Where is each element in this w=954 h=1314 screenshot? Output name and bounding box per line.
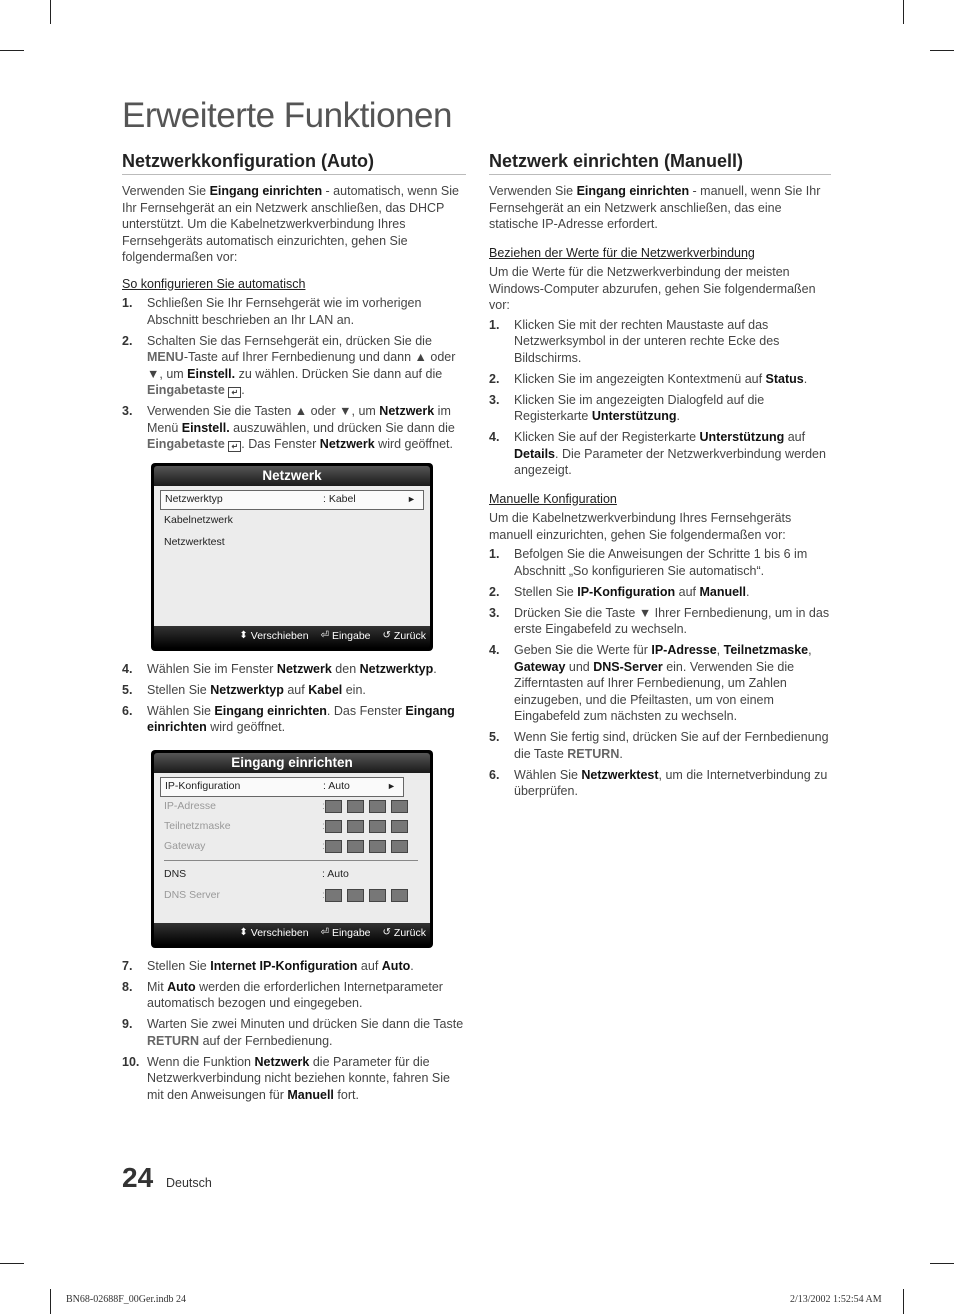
text: Stellen Sie	[147, 682, 211, 697]
ip-fields	[322, 798, 420, 815]
text: Wählen Sie im Fenster	[147, 661, 277, 676]
step-text	[514, 429, 831, 479]
step-text	[514, 767, 831, 800]
osd-label: Teilnetzmaske	[164, 820, 231, 833]
step-text: Drücken Sie die Taste ▼ Ihrer Fernbedienung, um in das erste Eingabefeld zu wechseln.	[514, 605, 830, 636]
octet-field	[325, 840, 342, 853]
step-text: Klicken Sie mit der rechten Maustaste auf das Netzwerksymbol in der unteren rechte Ecke des Bildschirms.	[514, 317, 780, 365]
text: ein. Verwenden Sie die Zifferntasten auf Ihrer Fernbedienung, um Zahlen einzugeben, und die Pfeiltasten, um von einem Eingabefeld zum nächsten zu wechseln.	[514, 659, 795, 723]
step-number: 4.	[489, 430, 500, 444]
text: , um die Internetverbindung zu überprüfen.	[514, 767, 828, 798]
step-text	[147, 703, 466, 736]
step-text: Befolgen Sie die Anweisungen der Schritte 1 bis 6 im Abschnitt „So konfigurieren Sie automatisch“.	[514, 547, 808, 578]
octet-field	[347, 800, 364, 813]
octet-field	[325, 820, 342, 833]
crop-mark	[930, 1263, 954, 1264]
crop-mark	[50, 1289, 51, 1314]
text: fort.	[333, 1087, 359, 1102]
section-title-manual: Netzwerk einrichten (Manuell)	[489, 150, 831, 175]
text: Verwenden Sie die Tasten ▲ oder ▼, um	[147, 404, 380, 418]
step-number: 7.	[122, 958, 133, 973]
step-text	[147, 403, 466, 453]
step-text	[514, 371, 831, 388]
text: Wählen Sie	[514, 767, 582, 782]
key-name: Eingabetaste	[147, 383, 225, 397]
text: auszuwählen, und drücken Sie dann die	[229, 420, 455, 435]
crop-mark	[0, 1263, 24, 1264]
list-item	[489, 605, 831, 638]
text: wird geöffnet.	[374, 437, 453, 451]
text: Verwenden Sie	[122, 184, 210, 198]
text: im Menü	[147, 404, 451, 435]
osd-label: Netzwerktest	[164, 536, 225, 549]
colon: :	[322, 840, 325, 853]
text: - automatisch, wenn Sie Ihr Fernsehgerät an ein Netzwerk anschließen, das DHCP unterstützt. Um die Kabelnetzwerkverbindung Ihres Fernsehgeräts automatisch einzurichten, gehen Sie folgendermaßen vor:	[122, 184, 459, 264]
text: und	[565, 659, 594, 674]
bold-text: Einstell.	[181, 420, 230, 435]
step-text	[147, 979, 466, 1012]
text: auf	[283, 682, 309, 697]
octet-field	[391, 840, 408, 853]
left-column	[122, 150, 466, 1108]
crop-mark	[903, 0, 904, 24]
osd-body	[154, 773, 430, 923]
text: .	[676, 409, 681, 423]
step-number: 6.	[122, 703, 133, 718]
hint-label: Verschieben	[250, 630, 309, 643]
list-item	[122, 333, 466, 399]
step-number: 6.	[489, 767, 500, 782]
step-text	[514, 642, 831, 725]
up-down-icon: ⬍	[239, 927, 248, 939]
text: den	[331, 661, 360, 676]
hint-label: Zurück	[393, 927, 426, 940]
bold-text: Eingang einrichten	[147, 703, 455, 734]
step-number: 1.	[489, 317, 500, 332]
enter-key-icon: ↵	[228, 441, 241, 452]
text: zu wählen. Drücken Sie dann auf die	[235, 366, 443, 381]
text: .	[746, 584, 750, 599]
text: Mit	[147, 979, 168, 994]
octet-field	[347, 840, 364, 853]
osd-row-ip-adresse	[160, 797, 424, 817]
bold-text: Einstell.	[187, 366, 236, 381]
colon: :	[322, 800, 325, 813]
list-item	[122, 1016, 466, 1049]
bold-text: Manuell	[699, 584, 747, 599]
key-name: Eingabetaste	[147, 437, 225, 451]
osd-footer	[154, 626, 430, 648]
octet-field	[391, 800, 408, 813]
bold-text: Gateway	[514, 659, 566, 674]
osd-footer	[154, 923, 430, 945]
step-text	[147, 958, 466, 975]
step-text	[147, 682, 466, 699]
osd-title: Netzwerk	[154, 466, 430, 486]
arrow-right-icon: ►	[407, 494, 416, 505]
text: .	[410, 958, 414, 973]
text: Klicken Sie im angezeigten Dialogfeld auf die Registerkarte	[514, 392, 765, 423]
key-name: MENU	[147, 350, 184, 364]
list-item	[489, 584, 831, 601]
osd-row-netzwerktyp[interactable]	[160, 490, 424, 510]
move-hint	[239, 628, 308, 645]
hint-label: Zurück	[393, 630, 426, 643]
step-number: 1.	[489, 547, 500, 561]
osd-label: IP-Adresse	[164, 800, 216, 813]
osd-row-teilnetzmaske	[160, 817, 424, 837]
octet-field	[369, 800, 386, 813]
bold-text: IP-Konfiguration	[577, 584, 676, 599]
enter-key-icon: ↵	[228, 387, 241, 398]
imprint-file: BN68-02688F_00Ger.indb 24	[66, 1294, 186, 1305]
step-text	[147, 333, 466, 399]
bold-text: Netzwerktyp	[359, 661, 434, 676]
right-column	[489, 150, 831, 804]
back-hint	[383, 925, 426, 942]
list-item	[122, 661, 466, 678]
osd-title: Eingang einrichten	[154, 753, 430, 773]
octet-field	[391, 820, 408, 833]
intro-paragraph	[489, 183, 831, 233]
step-text	[147, 661, 466, 678]
bold-text: Netzwerktest	[581, 767, 659, 782]
colon: :	[322, 889, 325, 902]
list-item	[122, 682, 466, 699]
page-number: 24	[122, 1162, 154, 1193]
text: Stellen Sie	[147, 958, 211, 973]
step-list	[122, 295, 466, 453]
bold-text: Auto	[167, 979, 196, 994]
step-text	[147, 1016, 466, 1049]
osd-row-dns-server	[160, 886, 424, 906]
enter-icon: ⏎	[320, 927, 329, 939]
page-language: Deutsch	[166, 1176, 212, 1190]
text: .	[803, 371, 808, 386]
hint-label: Verschieben	[250, 927, 309, 940]
step-number: 2.	[489, 584, 500, 599]
osd-netzwerk-panel	[151, 463, 433, 651]
text: auf	[675, 584, 700, 599]
step-number: 2.	[122, 333, 133, 348]
text: ein.	[342, 682, 366, 697]
bold-text: Auto	[381, 958, 411, 973]
osd-label: Kabelnetzwerk	[164, 514, 233, 527]
list-item	[122, 703, 466, 736]
text: .	[433, 661, 437, 676]
step-number: 2.	[489, 371, 500, 386]
step-list	[122, 661, 466, 736]
osd-row-ip-konfiguration[interactable]	[160, 777, 404, 797]
bold-text: Eingang einrichten	[209, 184, 323, 198]
key-name: RETURN	[147, 1033, 200, 1048]
osd-row-netzwerktest[interactable]	[160, 532, 424, 554]
hint-label: Eingabe	[331, 927, 371, 940]
list-item	[122, 979, 466, 1012]
octet-field	[369, 820, 386, 833]
ip-fields	[322, 818, 420, 835]
crop-mark	[50, 0, 51, 24]
step-number: 5.	[489, 730, 500, 744]
bold-text: Internet IP-Konfiguration	[210, 958, 358, 973]
osd-row-gateway	[160, 837, 424, 857]
list-item	[489, 546, 831, 579]
text: Geben Sie die Werte für	[514, 643, 652, 657]
enter-hint	[321, 925, 371, 942]
step-number: 1.	[122, 296, 133, 310]
text: . Das Fenster	[326, 703, 406, 718]
colon: :	[322, 820, 325, 833]
bold-text: Teilnetzmaske	[723, 643, 809, 657]
step-list	[122, 958, 466, 1104]
list-item	[489, 729, 831, 762]
osd-value: : Kabel	[323, 493, 356, 506]
osd-label: DNS	[164, 868, 187, 881]
crop-mark	[903, 1289, 904, 1314]
octet-field	[325, 800, 342, 813]
subsection-title: Beziehen der Werte für die Netzwerkverbindung	[489, 245, 755, 260]
bold-text: Unterstützung	[699, 430, 785, 444]
list-item	[122, 958, 466, 975]
bold-text: Status	[765, 371, 804, 386]
bold-text: Netzwerktyp	[210, 682, 284, 697]
text: -Taste auf Ihrer Fernbedienung und dann ▲ oder ▼, um	[147, 350, 456, 381]
step-number: 3.	[122, 404, 133, 418]
step-number: 5.	[122, 682, 133, 697]
text: Verwenden Sie	[489, 184, 577, 198]
text: wird geöffnet.	[206, 720, 286, 734]
step-text	[147, 1054, 466, 1104]
octet-field	[369, 840, 386, 853]
octet-field	[347, 889, 364, 902]
osd-label: DNS Server	[164, 889, 221, 902]
step-text	[514, 392, 831, 425]
step-list	[489, 546, 831, 800]
subsection-title: So konfigurieren Sie automatisch	[122, 276, 306, 291]
ip-fields	[322, 887, 420, 904]
text: die Parameter für die Netzwerkverbindung nicht beziehen konnte, fahren Sie mit den Anweisungen für	[147, 1054, 450, 1102]
step-text	[514, 729, 831, 762]
bold-text: IP-Adresse	[651, 643, 717, 657]
list-item	[122, 1054, 466, 1104]
octet-field	[391, 889, 408, 902]
enter-hint	[321, 628, 371, 645]
page-title: Erweiterte Funktionen	[122, 96, 452, 135]
list-item	[489, 317, 831, 367]
osd-label: Netzwerktyp	[165, 493, 223, 506]
octet-field	[325, 889, 342, 902]
list-item	[122, 403, 466, 453]
crop-mark	[0, 50, 24, 51]
list-item	[489, 767, 831, 800]
back-hint	[383, 628, 426, 645]
osd-body	[154, 486, 430, 626]
text: Warten Sie zwei Minuten und drücken Sie dann die Taste	[147, 1017, 464, 1031]
text: Wenn Sie fertig sind, drücken Sie auf der Fernbedienung die Taste	[514, 730, 829, 761]
intro-paragraph	[122, 183, 466, 266]
bold-text: Details	[514, 446, 555, 461]
move-hint	[239, 925, 308, 942]
subsection-title: Manuelle Konfiguration	[489, 491, 617, 506]
text: ,	[808, 643, 812, 657]
step-number: 9.	[122, 1017, 133, 1031]
bold-text: Eingang einrichten	[214, 703, 327, 718]
list-item	[489, 429, 831, 479]
step-number: 10.	[122, 1054, 140, 1069]
text: Stellen Sie	[514, 584, 578, 599]
text: Klicken Sie auf der Registerkarte	[514, 430, 700, 444]
step-number: 3.	[489, 392, 500, 407]
osd-row-kabelnetzwerk[interactable]	[160, 510, 424, 532]
octet-field	[347, 820, 364, 833]
step-number: 3.	[489, 605, 500, 620]
list-item	[489, 392, 831, 425]
key-name: RETURN	[567, 746, 620, 761]
paragraph: Um die Kabelnetzwerkverbindung Ihres Fernsehgeräts manuell einzurichten, gehen Sie folgendermaßen vor:	[489, 511, 792, 542]
return-icon: ↺	[382, 630, 391, 642]
step-text: Schließen Sie Ihr Fernsehgerät wie im vorherigen Abschnitt beschrieben an Ihr LAN an.	[147, 296, 422, 327]
list-item	[122, 295, 466, 328]
bold-text: Kabel	[308, 682, 343, 697]
step-text	[514, 584, 831, 601]
bold-text: Eingang einrichten	[576, 184, 690, 198]
bold-text: Netzwerk	[379, 404, 435, 418]
paragraph: Um die Werte für die Netzwerkverbindung der meisten Windows-Computer abzurufen, gehen Sie folgendermaßen vor:	[489, 265, 816, 312]
text: werden die erforderlichen Internetparameter automatisch bezogen und eingegeben.	[147, 979, 443, 1010]
up-down-icon: ⬍	[239, 630, 248, 642]
imprint-timestamp: 2/13/2002 1:52:54 AM	[790, 1294, 882, 1305]
return-icon: ↺	[382, 927, 391, 939]
osd-value: : Auto	[322, 868, 349, 881]
enter-icon: ⏎	[320, 630, 329, 642]
text: Schalten Sie das Fernsehgerät ein, drücken Sie die	[147, 333, 432, 348]
text: Klicken Sie im angezeigten Kontextmenü auf	[514, 371, 766, 386]
text: auf der Fernbedienung.	[199, 1033, 333, 1048]
ip-fields	[322, 838, 420, 855]
text: - manuell, wenn Sie Ihr Fernsehgerät an ein Netzwerk anschließen, das eine statische IP-Adresse erfordert.	[489, 184, 821, 231]
text: Wählen Sie	[147, 703, 215, 718]
text: . Die Parameter der Netzwerkverbindung werden angezeigt.	[514, 446, 826, 477]
osd-divider	[164, 860, 418, 861]
bold-text: DNS-Server	[593, 659, 663, 674]
step-list	[489, 317, 831, 479]
bold-text: Unterstützung	[591, 409, 677, 423]
text: auf	[784, 430, 806, 444]
list-item	[489, 642, 831, 725]
hint-label: Eingabe	[331, 630, 371, 643]
text: .	[241, 383, 245, 397]
text: . Das Fenster	[241, 437, 320, 451]
bold-text: Netzwerk	[254, 1054, 310, 1069]
crop-mark	[930, 50, 954, 51]
list-item	[489, 371, 831, 388]
step-number: 4.	[489, 643, 500, 657]
section-title-auto: Netzwerkkonfiguration (Auto)	[122, 150, 466, 175]
step-number: 8.	[122, 979, 133, 994]
bold-text: Netzwerk	[276, 661, 332, 676]
text: ,	[716, 643, 724, 657]
osd-eingang-panel	[151, 750, 433, 948]
bold-text: Netzwerk	[319, 437, 375, 451]
text: auf	[357, 958, 382, 973]
arrow-right-icon: ►	[387, 781, 396, 792]
osd-label: Gateway	[164, 840, 206, 853]
osd-value: : Auto	[323, 780, 350, 793]
text: Wenn die Funktion	[147, 1054, 255, 1069]
octet-field	[369, 889, 386, 902]
step-number: 4.	[122, 661, 133, 676]
bold-text: Manuell	[287, 1087, 334, 1102]
osd-row-dns[interactable]	[160, 864, 424, 886]
osd-label: IP-Konfiguration	[165, 780, 241, 793]
text: .	[619, 746, 623, 761]
